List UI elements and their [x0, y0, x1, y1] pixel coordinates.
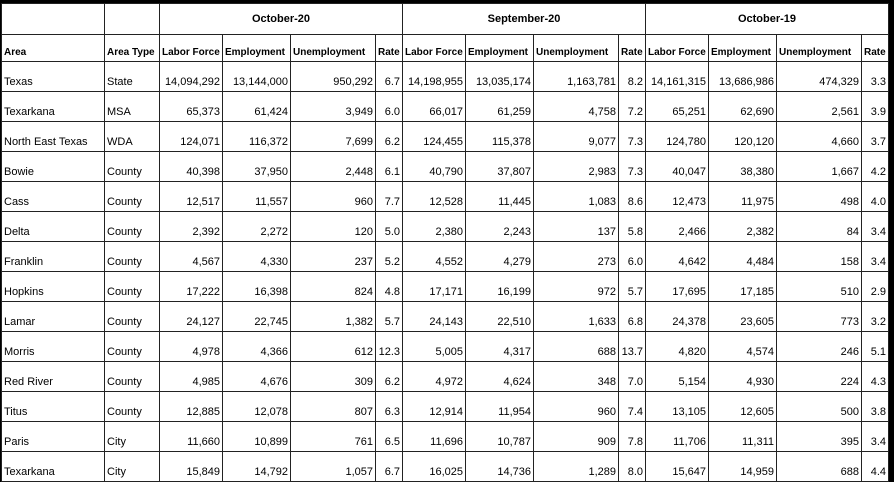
table-row	[2, 212, 889, 242]
column-header-unemployment: Unemployment	[291, 35, 376, 62]
oct19-rate-cell: 3.8	[862, 392, 889, 422]
oct19-employment-cell: 11,975	[709, 182, 777, 212]
oct19-unemployment-cell: 224	[777, 362, 862, 392]
oct19-employment-cell: 38,380	[709, 152, 777, 182]
oct20-labor-force-cell: 124,071	[160, 122, 223, 152]
sep20-employment-cell: 37,807	[466, 152, 534, 182]
sep20-employment-cell: 2,243	[466, 212, 534, 242]
area-name-cell: Cass	[2, 182, 105, 212]
area-type-cell: City	[105, 452, 160, 482]
sep20-rate-cell: 6.0	[619, 242, 646, 272]
oct19-labor-force-cell: 124,780	[646, 122, 709, 152]
table-row	[2, 122, 889, 152]
oct20-unemployment-cell: 120	[291, 212, 376, 242]
column-header-rate: Rate	[862, 35, 889, 62]
sep20-rate-cell: 8.2	[619, 62, 646, 92]
oct19-employment-cell: 120,120	[709, 122, 777, 152]
oct20-unemployment-cell: 309	[291, 362, 376, 392]
oct19-labor-force-cell: 2,466	[646, 212, 709, 242]
column-header-rate: Rate	[619, 35, 646, 62]
area-name-cell: Hopkins	[2, 272, 105, 302]
oct19-rate-cell: 3.4	[862, 212, 889, 242]
oct19-labor-force-cell: 13,105	[646, 392, 709, 422]
oct19-rate-cell: 3.2	[862, 302, 889, 332]
sep20-rate-cell: 7.0	[619, 362, 646, 392]
sep20-unemployment-cell: 2,983	[534, 152, 619, 182]
oct19-employment-cell: 2,382	[709, 212, 777, 242]
sep20-rate-cell: 7.4	[619, 392, 646, 422]
sep20-employment-cell: 115,378	[466, 122, 534, 152]
oct20-unemployment-cell: 950,292	[291, 62, 376, 92]
oct20-rate-cell: 6.3	[376, 392, 403, 422]
oct19-rate-cell: 3.3	[862, 62, 889, 92]
oct19-rate-cell: 4.3	[862, 362, 889, 392]
area-type-cell: City	[105, 422, 160, 452]
labor-force-table	[1, 3, 889, 482]
oct20-rate-cell: 12.3	[376, 332, 403, 362]
column-header-employment: Employment	[709, 35, 777, 62]
sep20-unemployment-cell: 273	[534, 242, 619, 272]
oct19-employment-cell: 12,605	[709, 392, 777, 422]
sep20-rate-cell: 8.6	[619, 182, 646, 212]
oct19-unemployment-cell: 1,667	[777, 152, 862, 182]
oct20-employment-cell: 22,745	[223, 302, 291, 332]
oct19-rate-cell: 4.0	[862, 182, 889, 212]
oct20-unemployment-cell: 612	[291, 332, 376, 362]
oct19-labor-force-cell: 5,154	[646, 362, 709, 392]
oct19-unemployment-cell: 158	[777, 242, 862, 272]
oct19-employment-cell: 62,690	[709, 92, 777, 122]
area-type-cell: County	[105, 302, 160, 332]
oct20-labor-force-cell: 65,373	[160, 92, 223, 122]
sep20-labor-force-cell: 24,143	[403, 302, 466, 332]
area-type-cell: County	[105, 182, 160, 212]
sep20-labor-force-cell: 40,790	[403, 152, 466, 182]
area-type-cell: County	[105, 212, 160, 242]
oct20-labor-force-cell: 4,978	[160, 332, 223, 362]
sep20-rate-cell: 5.7	[619, 272, 646, 302]
sep20-employment-cell: 14,736	[466, 452, 534, 482]
oct19-rate-cell: 3.4	[862, 422, 889, 452]
sep20-labor-force-cell: 124,455	[403, 122, 466, 152]
oct19-rate-cell: 5.1	[862, 332, 889, 362]
oct19-labor-force-cell: 15,647	[646, 452, 709, 482]
sep20-rate-cell: 13.7	[619, 332, 646, 362]
sep20-rate-cell: 7.8	[619, 422, 646, 452]
area-type-cell: County	[105, 152, 160, 182]
oct20-employment-cell: 12,078	[223, 392, 291, 422]
period-header-oct19: October-19	[646, 4, 889, 35]
oct20-unemployment-cell: 7,699	[291, 122, 376, 152]
oct20-labor-force-cell: 12,885	[160, 392, 223, 422]
sep20-rate-cell: 7.2	[619, 92, 646, 122]
sep20-labor-force-cell: 66,017	[403, 92, 466, 122]
table-body	[2, 62, 889, 482]
sep20-employment-cell: 11,445	[466, 182, 534, 212]
area-type-cell: County	[105, 272, 160, 302]
oct19-labor-force-cell: 65,251	[646, 92, 709, 122]
oct20-rate-cell: 4.8	[376, 272, 403, 302]
oct19-unemployment-cell: 773	[777, 302, 862, 332]
table-row	[2, 392, 889, 422]
area-type-cell: County	[105, 332, 160, 362]
sep20-unemployment-cell: 960	[534, 392, 619, 422]
oct20-rate-cell: 5.7	[376, 302, 403, 332]
oct19-unemployment-cell: 500	[777, 392, 862, 422]
sep20-employment-cell: 13,035,174	[466, 62, 534, 92]
table-row	[2, 302, 889, 332]
oct20-employment-cell: 14,792	[223, 452, 291, 482]
oct19-labor-force-cell: 17,695	[646, 272, 709, 302]
table-row	[2, 152, 889, 182]
sep20-unemployment-cell: 1,289	[534, 452, 619, 482]
sep20-unemployment-cell: 1,163,781	[534, 62, 619, 92]
oct19-employment-cell: 4,484	[709, 242, 777, 272]
area-name-cell: Lamar	[2, 302, 105, 332]
sep20-employment-cell: 16,199	[466, 272, 534, 302]
area-name-cell: Morris	[2, 332, 105, 362]
sep20-unemployment-cell: 1,083	[534, 182, 619, 212]
oct19-labor-force-cell: 14,161,315	[646, 62, 709, 92]
table-row	[2, 272, 889, 302]
oct19-rate-cell: 2.9	[862, 272, 889, 302]
oct19-unemployment-cell: 498	[777, 182, 862, 212]
area-name-cell: Paris	[2, 422, 105, 452]
oct19-labor-force-cell: 12,473	[646, 182, 709, 212]
area-name-cell: North East Texas	[2, 122, 105, 152]
sep20-employment-cell: 4,624	[466, 362, 534, 392]
sep20-labor-force-cell: 16,025	[403, 452, 466, 482]
oct20-labor-force-cell: 2,392	[160, 212, 223, 242]
table-row	[2, 92, 889, 122]
area-type-cell: County	[105, 392, 160, 422]
area-type-cell: MSA	[105, 92, 160, 122]
column-header-area-type: Area Type	[105, 35, 160, 62]
sep20-labor-force-cell: 2,380	[403, 212, 466, 242]
oct19-unemployment-cell: 246	[777, 332, 862, 362]
oct20-rate-cell: 6.0	[376, 92, 403, 122]
oct19-employment-cell: 13,686,986	[709, 62, 777, 92]
area-name-cell: Franklin	[2, 242, 105, 272]
oct20-unemployment-cell: 824	[291, 272, 376, 302]
table-row	[2, 362, 889, 392]
oct20-unemployment-cell: 1,382	[291, 302, 376, 332]
oct20-rate-cell: 5.0	[376, 212, 403, 242]
sep20-unemployment-cell: 972	[534, 272, 619, 302]
sep20-labor-force-cell: 17,171	[403, 272, 466, 302]
column-header-employment: Employment	[223, 35, 291, 62]
sep20-labor-force-cell: 12,914	[403, 392, 466, 422]
oct20-rate-cell: 6.7	[376, 452, 403, 482]
oct19-rate-cell: 3.9	[862, 92, 889, 122]
oct19-employment-cell: 23,605	[709, 302, 777, 332]
sep20-employment-cell: 4,317	[466, 332, 534, 362]
oct19-unemployment-cell: 4,660	[777, 122, 862, 152]
period-header-oct20: October-20	[160, 4, 403, 35]
sep20-labor-force-cell: 14,198,955	[403, 62, 466, 92]
oct19-employment-cell: 14,959	[709, 452, 777, 482]
sep20-unemployment-cell: 348	[534, 362, 619, 392]
oct20-employment-cell: 116,372	[223, 122, 291, 152]
oct20-rate-cell: 6.2	[376, 362, 403, 392]
corner-cell	[2, 4, 105, 35]
oct20-labor-force-cell: 4,567	[160, 242, 223, 272]
sep20-unemployment-cell: 909	[534, 422, 619, 452]
area-type-cell: WDA	[105, 122, 160, 152]
oct19-rate-cell: 4.2	[862, 152, 889, 182]
oct20-unemployment-cell: 237	[291, 242, 376, 272]
oct20-unemployment-cell: 761	[291, 422, 376, 452]
oct19-employment-cell: 11,311	[709, 422, 777, 452]
oct19-unemployment-cell: 688	[777, 452, 862, 482]
oct19-labor-force-cell: 4,642	[646, 242, 709, 272]
area-name-cell: Bowie	[2, 152, 105, 182]
column-header-labor-force: Labor Force	[646, 35, 709, 62]
oct20-employment-cell: 61,424	[223, 92, 291, 122]
oct20-employment-cell: 37,950	[223, 152, 291, 182]
area-type-cell: State	[105, 62, 160, 92]
oct19-unemployment-cell: 2,561	[777, 92, 862, 122]
oct20-employment-cell: 4,366	[223, 332, 291, 362]
sep20-labor-force-cell: 11,696	[403, 422, 466, 452]
sep20-rate-cell: 8.0	[619, 452, 646, 482]
column-header-unemployment: Unemployment	[777, 35, 862, 62]
column-header-unemployment: Unemployment	[534, 35, 619, 62]
oct20-unemployment-cell: 960	[291, 182, 376, 212]
table-row	[2, 422, 889, 452]
oct20-employment-cell: 13,144,000	[223, 62, 291, 92]
table-row	[2, 332, 889, 362]
table-row	[2, 62, 889, 92]
sep20-employment-cell: 10,787	[466, 422, 534, 452]
area-type-cell: County	[105, 362, 160, 392]
oct20-employment-cell: 4,676	[223, 362, 291, 392]
oct19-unemployment-cell: 84	[777, 212, 862, 242]
oct20-labor-force-cell: 15,849	[160, 452, 223, 482]
oct20-unemployment-cell: 807	[291, 392, 376, 422]
sep20-employment-cell: 22,510	[466, 302, 534, 332]
sep20-rate-cell: 7.3	[619, 152, 646, 182]
oct19-employment-cell: 4,574	[709, 332, 777, 362]
corner-cell	[105, 4, 160, 35]
oct20-rate-cell: 6.7	[376, 62, 403, 92]
oct20-unemployment-cell: 1,057	[291, 452, 376, 482]
area-name-cell: Texas	[2, 62, 105, 92]
sep20-unemployment-cell: 1,633	[534, 302, 619, 332]
oct19-labor-force-cell: 11,706	[646, 422, 709, 452]
column-header-employment: Employment	[466, 35, 534, 62]
oct19-labor-force-cell: 24,378	[646, 302, 709, 332]
oct19-employment-cell: 17,185	[709, 272, 777, 302]
sep20-unemployment-cell: 137	[534, 212, 619, 242]
oct19-employment-cell: 4,930	[709, 362, 777, 392]
oct19-unemployment-cell: 395	[777, 422, 862, 452]
sep20-unemployment-cell: 9,077	[534, 122, 619, 152]
oct20-rate-cell: 7.7	[376, 182, 403, 212]
oct20-labor-force-cell: 14,094,292	[160, 62, 223, 92]
sep20-rate-cell: 5.8	[619, 212, 646, 242]
sep20-rate-cell: 7.3	[619, 122, 646, 152]
oct19-rate-cell: 3.7	[862, 122, 889, 152]
area-name-cell: Titus	[2, 392, 105, 422]
oct20-labor-force-cell: 11,660	[160, 422, 223, 452]
oct20-employment-cell: 2,272	[223, 212, 291, 242]
oct20-employment-cell: 11,557	[223, 182, 291, 212]
oct20-labor-force-cell: 17,222	[160, 272, 223, 302]
oct19-labor-force-cell: 4,820	[646, 332, 709, 362]
table-row	[2, 452, 889, 482]
oct20-unemployment-cell: 2,448	[291, 152, 376, 182]
oct19-unemployment-cell: 474,329	[777, 62, 862, 92]
oct19-unemployment-cell: 510	[777, 272, 862, 302]
area-type-cell: County	[105, 242, 160, 272]
area-name-cell: Red River	[2, 362, 105, 392]
oct20-employment-cell: 10,899	[223, 422, 291, 452]
area-name-cell: Texarkana	[2, 92, 105, 122]
sep20-unemployment-cell: 4,758	[534, 92, 619, 122]
oct20-labor-force-cell: 12,517	[160, 182, 223, 212]
oct20-labor-force-cell: 40,398	[160, 152, 223, 182]
oct20-labor-force-cell: 24,127	[160, 302, 223, 332]
sep20-labor-force-cell: 12,528	[403, 182, 466, 212]
area-name-cell: Delta	[2, 212, 105, 242]
oct20-rate-cell: 5.2	[376, 242, 403, 272]
oct19-rate-cell: 3.4	[862, 242, 889, 272]
column-header-row	[2, 35, 889, 62]
area-name-cell: Texarkana	[2, 452, 105, 482]
sep20-employment-cell: 4,279	[466, 242, 534, 272]
column-header-rate: Rate	[376, 35, 403, 62]
sep20-unemployment-cell: 688	[534, 332, 619, 362]
column-header-labor-force: Labor Force	[160, 35, 223, 62]
table-row	[2, 182, 889, 212]
oct19-labor-force-cell: 40,047	[646, 152, 709, 182]
sep20-labor-force-cell: 4,972	[403, 362, 466, 392]
oct20-rate-cell: 6.1	[376, 152, 403, 182]
column-header-labor-force: Labor Force	[403, 35, 466, 62]
sep20-employment-cell: 61,259	[466, 92, 534, 122]
oct20-unemployment-cell: 3,949	[291, 92, 376, 122]
sep20-labor-force-cell: 5,005	[403, 332, 466, 362]
oct20-employment-cell: 4,330	[223, 242, 291, 272]
table-row	[2, 242, 889, 272]
sep20-employment-cell: 11,954	[466, 392, 534, 422]
oct20-employment-cell: 16,398	[223, 272, 291, 302]
period-header-sep20: September-20	[403, 4, 646, 35]
oct20-rate-cell: 6.5	[376, 422, 403, 452]
sep20-labor-force-cell: 4,552	[403, 242, 466, 272]
sep20-rate-cell: 6.8	[619, 302, 646, 332]
oct20-rate-cell: 6.2	[376, 122, 403, 152]
oct19-rate-cell: 4.4	[862, 452, 889, 482]
oct20-labor-force-cell: 4,985	[160, 362, 223, 392]
column-header-area: Area	[2, 35, 105, 62]
